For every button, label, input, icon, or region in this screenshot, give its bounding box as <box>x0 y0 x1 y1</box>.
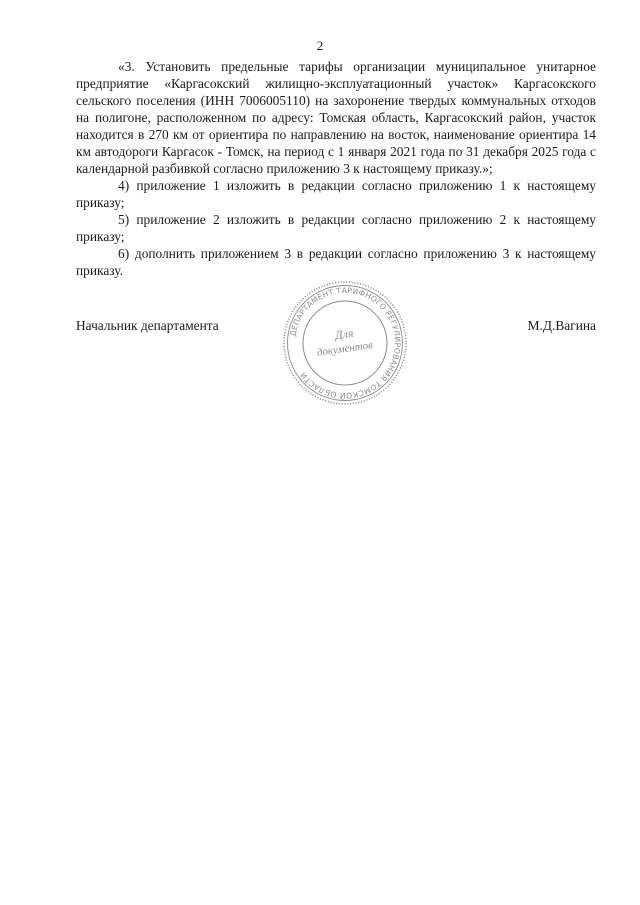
paragraph-item-5: 5) приложение 2 изложить в редакции согласно приложению 2 к настоящему приказу; <box>76 212 596 244</box>
signatory-title: Начальник департамента <box>76 318 219 333</box>
paragraph-tariff-clause: «3. Установить предельные тарифы организации муниципальное унитарное предприятие «Каргасокский жилищно-эксплуатационный участок» Каргасокского сельского поселения (ИНН 7006005110) на захоронение твердых коммунальных отходов на полигоне, расположенном по адресу: Томская область, Каргасокский район, участок находится в 270 км от ориентира по направлению на восток, наименование ориентира 14 км автодороги Каргасок - Томск, на период с 1 января 2021 года по 31 декабря 2025 года с календарной разбивкой согласно приложению 3 к настоящему приказу.»; <box>76 59 596 176</box>
stamp-center-line-2: документов <box>316 339 374 359</box>
signatory-name: М.Д.Вагина <box>527 318 596 333</box>
stamp-ring-text: ДЕПАРТАМЕНТ ТАРИФНОГО РЕГУЛИРОВАНИЯ ТОМСКОЙ ОБЛАСТИ <box>288 285 403 401</box>
document-body <box>76 58 596 279</box>
paragraph-item-4: 4) приложение 1 изложить в редакции согласно приложению 1 к настоящему приказу; <box>76 178 596 210</box>
stamp-center-line-1: Для <box>334 325 355 343</box>
page-number: 2 <box>316 38 324 53</box>
official-seal-stamp <box>280 278 410 408</box>
paragraph-item-6: 6) дополнить приложением 3 в редакции согласно приложению 3 к настоящему приказу. <box>76 246 596 278</box>
